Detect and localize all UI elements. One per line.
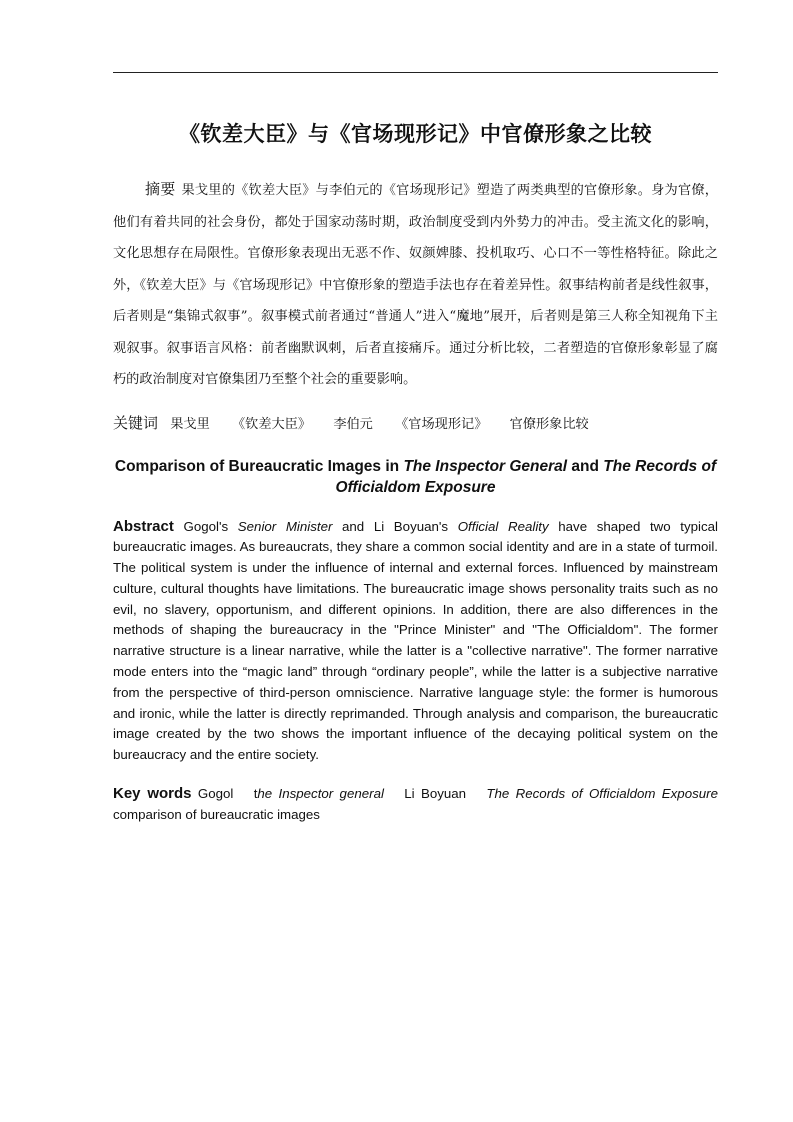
english-title-work-2: The Records of Officialdom Exposure: [335, 457, 717, 496]
chinese-abstract: [113, 174, 718, 396]
english-keyword: Gogol: [197, 786, 234, 802]
english-keyword-prefix: t: [253, 786, 258, 802]
english-keywords-label: Key words: [113, 785, 192, 803]
english-keyword: comparison of bureaucratic images: [113, 806, 320, 822]
english-abstract-text: Gogol's: [173, 518, 238, 534]
english-title: [113, 456, 718, 498]
english-title-part: and: [567, 457, 604, 475]
chinese-keyword: 《钦差大臣》: [231, 416, 312, 432]
chinese-keywords-label: 关键词: [113, 413, 159, 432]
chinese-keyword: 官僚形象比较: [509, 416, 589, 432]
english-abstract: [113, 517, 718, 767]
chinese-keyword: 《官场现形记》: [395, 416, 488, 432]
english-abstract-label: Abstract: [113, 517, 174, 535]
chinese-abstract-label: 摘要: [145, 180, 176, 198]
english-abstract-work-1: Senior Minister: [237, 518, 333, 534]
page-body: [113, 118, 718, 826]
chinese-keywords: [113, 412, 718, 433]
english-abstract-text: and Li Boyuan's: [332, 518, 458, 534]
english-keywords: [113, 784, 718, 826]
chinese-abstract-text: 果戈里的《钦差大臣》与李伯元的《官场现形记》塑造了两类典型的官僚形象。身为官僚，他们有着共同的社会身份，都处于国家动荡时期，政治制度受到内外势力的冲击。受主流文化的影响，文化思想存在局限性。官僚形象表现出无恶不作、奴颜婢膝、投机取巧、心口不一等性格特征。除此之外，《钦差大臣》与《官场现形记》中官僚形象的塑造手法也存在着差异性。叙事结构前者是线性叙事，后者则是“集锦式叙事”。叙事模式前者通过“普通人”进入“魔地”展开，后者则是第三人称全知视角下主观叙事。叙事语言风格：前者幽默讽刺，后者直接痛斥。通过分析比较，二者塑造的官僚形象彰显了腐朽的政治制度对官僚集团乃至整个社会的重要影响。: [113, 183, 718, 387]
english-abstract-text: have shaped two typical bureaucratic images. As bureaucrats, they share a common social identity and are in a state of turmoil. The political system is under the influence of internal and external forces. Influenced by mainstream culture, cultural thoughts have limitations. The bureaucratic image shows personality traits such as no evil, no slavery, opportunism, and different opinions. In addition, there are also differences in the methods of shaping the bureaucracy in the "Prince Minister" and "The Officialdom". The former narrative structure is a linear narrative, while the latter is a "collective narrative". The former narrative mode enters into the “magic land” through “ordinary people”, while the latter is a subjective narrative from the perspective of third-person omniscience. Narrative language style: the former is humorous and ironic, while the latter is directly reprimanded. Through analysis and comparison, the bureaucratic image created by the two shows the important influence of the decaying political system on the bureaucracy and the entire society.: [113, 518, 718, 763]
english-abstract-work-2: Official Reality: [457, 518, 549, 534]
english-keyword: Li Boyuan: [404, 786, 467, 802]
header-rule: [113, 72, 718, 73]
chinese-keyword: 果戈里: [170, 416, 210, 432]
english-keyword-italic: he Inspector general: [257, 786, 384, 802]
english-keyword: The Records of Officialdom Exposure: [486, 786, 718, 802]
chinese-keyword: 李伯元: [333, 416, 373, 432]
chinese-title: 《钦差大臣》与《官场现形记》中官僚形象之比较: [179, 122, 652, 146]
english-title-work-1: The Inspector General: [403, 457, 568, 475]
english-title-part: Comparison of Bureaucratic Images in: [114, 457, 404, 475]
english-keyword: [254, 786, 384, 801]
